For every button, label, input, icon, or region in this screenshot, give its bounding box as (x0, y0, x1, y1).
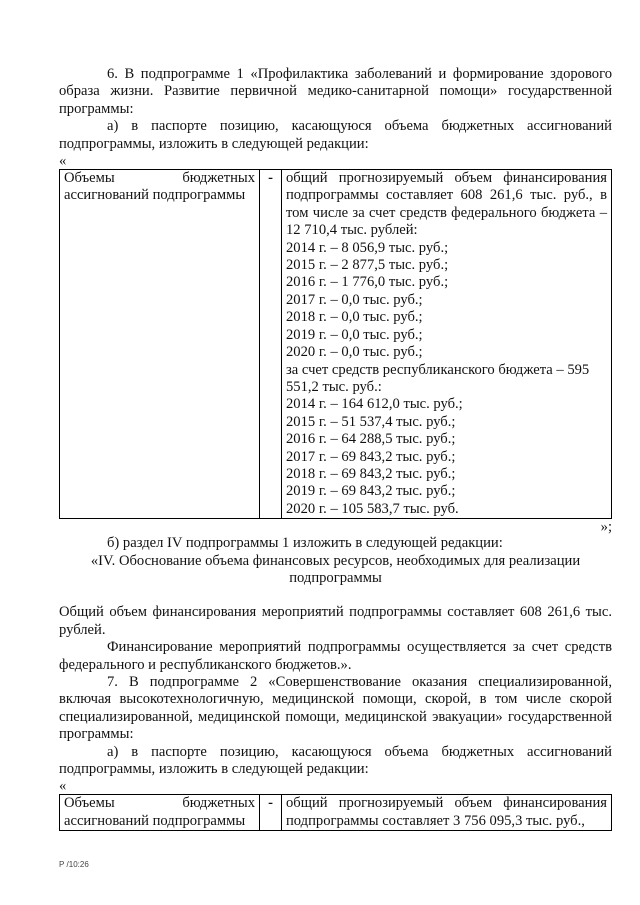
close-quote: »; (600, 519, 612, 536)
paragraph-item-7a: а) в паспорте позицию, касающуюся объема бюджетных ассигнований подпрограммы, изложить в следующей редакции: (59, 743, 612, 778)
table-value-cell (282, 170, 612, 519)
list-item: 2015 г. – 2 877,5 тыс. руб.; (286, 257, 449, 274)
financing-lead: общий прогнозируемый объем финансирования подпрограммы составляет 608 261,6 тыс. руб., в том числе за счет средств федерального бюджета – 12 710,4 тыс. рублей: (286, 170, 607, 239)
open-quote-2: « (59, 778, 67, 795)
total-financing-text: Общий объем финансирования мероприятий подпрограммы составляет 608 261,6 тыс. рублей. (59, 604, 612, 638)
table-row (60, 795, 612, 831)
republic-lead: за счет средств республиканского бюджета – 595 551,2 тыс. руб.: (286, 361, 590, 395)
list-item: 2019 г. – 69 843,2 тыс. руб.; (286, 483, 456, 500)
section-heading: «IV. Обоснование объема финансовых ресурсов, необходимых для реализации подпрограммы (90, 552, 581, 586)
list-item: 2020 г. – 105 583,7 тыс. руб. (286, 500, 459, 517)
paragraph-item-6b: б) раздел IV подпрограммы 1 изложить в следующей редакции: (107, 535, 503, 552)
list-item: 2017 г. – 0,0 тыс. руб.; (286, 291, 423, 308)
federal-year-list (286, 240, 607, 362)
top-block (59, 66, 612, 831)
list-item: 2019 г. – 0,0 тыс. руб.; (286, 326, 423, 343)
list-item: 2014 г. – 164 612,0 тыс. руб.; (286, 396, 463, 413)
list-item: 2016 г. – 1 776,0 тыс. руб.; (286, 274, 449, 291)
list-item: 2018 г. – 0,0 тыс. руб.; (286, 309, 423, 326)
list-item: 2018 г. – 69 843,2 тыс. руб.; (286, 465, 456, 482)
republic-year-list (286, 396, 607, 518)
paragraph-item-7: 7. В подпрограмме 2 «Совершенствование оказания специализированной, включая высокотехнологичную, медицинской помощи, скорой, в том числе скорой специализированной, медицинской помощи, медицинской эвакуации» государственной программы: (59, 674, 612, 743)
list-item: 2016 г. – 64 288,5 тыс. руб.; (286, 431, 456, 448)
table-value-cell: общий прогнозируемый объем финансирования подпрограммы составляет 3 756 095,3 тыс. руб., (282, 795, 612, 831)
budget-table-2 (59, 794, 612, 831)
table-label-cell: Объемы бюджетных ассигнований подпрограммы (60, 795, 260, 831)
footer-code: Р /10:26 (59, 860, 89, 869)
paragraph-item-6a: а) в паспорте позицию, касающуюся объема бюджетных ассигнований подпрограммы, изложить в следующей редакции: (59, 118, 612, 152)
paragraph-item-6: 6. В подпрограмме 1 «Профилактика заболеваний и формирование здорового образа жизни. Развитие первичной медико-санитарной помощи» государственной программы: (59, 66, 612, 117)
table-label-cell: Объемы бюджетных ассигнований подпрограммы (60, 170, 260, 519)
list-item: 2020 г. – 0,0 тыс. руб.; (286, 344, 423, 361)
spacer (59, 587, 612, 604)
table-row (60, 170, 612, 519)
open-quote: « (59, 153, 67, 170)
funding-sources-text: Финансирование мероприятий подпрограммы осуществляется за счет средств федерального и республиканского бюджетов.». (59, 639, 612, 673)
list-item: 2014 г. – 8 056,9 тыс. руб.; (286, 239, 449, 256)
table-dash-cell: - (260, 795, 282, 831)
list-item: 2017 г. – 69 843,2 тыс. руб.; (286, 448, 456, 465)
budget-table-1 (59, 169, 612, 519)
list-item: 2015 г. – 51 537,4 тыс. руб.; (286, 413, 456, 430)
table-dash-cell: - (260, 170, 282, 519)
